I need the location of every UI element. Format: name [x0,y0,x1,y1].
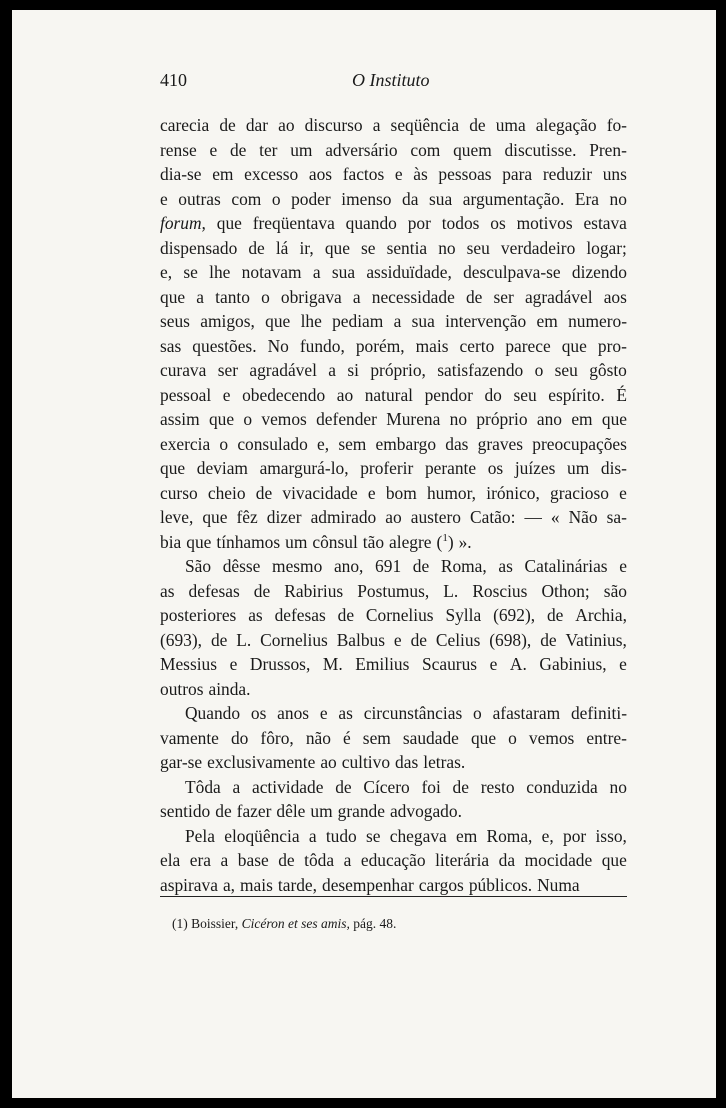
text-line: que a tanto o obrigava a necessidade de ser agradável aos [160,286,627,307]
text-line: curava ser agradável a si próprio, satisfazendo o seu gôsto [160,360,627,380]
text-line: dia-se em excesso aos factos e às pessoas para reduzir uns [160,164,627,184]
footnote [172,916,396,932]
text-line: outros ainda. [160,678,251,699]
book-page [12,10,716,1098]
running-title: O Instituto [352,70,430,90]
text-line: exercia o consulado e, sem embargo das graves preocupações [160,433,627,454]
text-line: Messius e Drussos, M. Emilius Scaurus e A. Gabinius, e [160,654,627,674]
footnote-title: Cicéron et ses amis, [241,916,350,931]
text-line: sas questões. No fundo, porém, mais certo parece que pro- [160,335,627,356]
text-line: leve, que fêz dizer admirado ao austero Catão: — « Não sa- [160,507,627,527]
text-line: aspirava a, mais tarde, desempenhar cargos públicos. Numa [160,874,580,895]
text-line: ela era a base de tôda a educação literária da mocidade que [160,850,627,870]
footnote-author: Boissier, [191,916,239,931]
text-line: dispensado de lá ir, que se sentia no seu verdadeiro logar; [160,237,627,258]
text-line: vamente do fôro, não é sem saudade que o vemos entre- [160,727,627,748]
text-line: bia que tínhamos um cônsul tão alegre ($^1$) ». [160,531,472,552]
text-line: pessoal e obedecendo ao natural pendor do seu espírito. É [160,384,627,405]
text-line: posteriores as defesas de Cornelius Sylla (692), de Archia, [160,605,627,625]
text-line: curso cheio de vivacidade e bom humor, irónico, gracioso e [160,482,627,503]
text-line: e outras com o poder imenso da sua argumentação. Era no [160,188,627,209]
text-line: São dêsse mesmo ano, 691 de Roma, as Catalinárias e [185,556,627,576]
text-line: forum, que freqüentava quando por todos os motivos estava [160,213,627,233]
text-line: Tôda a actividade de Cícero foi de resto conduzida no [185,776,627,797]
text-line: as defesas de Rabirius Postumus, L. Roscius Othon; são [160,580,627,601]
text-line: sentido de fazer dêle um grande advogado. [160,801,462,821]
page-header [160,70,640,98]
footnote-rule [160,896,627,897]
text-line: gar-se exclusivamente ao cultivo das letras. [160,752,466,772]
text-line: e, se lhe notavam a sua assiduïdade, desculpava-se dizendo [160,262,627,282]
text-line: Pela eloqüência a tudo se chegava em Roma, e, por isso, [185,825,627,846]
footnote-pages: pág. 48. [353,916,397,931]
text-line: carecia de dar ao discurso a seqüência de uma alegação fo- [160,115,627,135]
text-line: assim que o vemos defender Murena no próprio ano em que [160,409,627,429]
text-line: que deviam amargurá-lo, proferir perante os juízes um dis- [160,458,627,478]
text-line: rense e de ter um adversário com quem discutisse. Pren- [160,139,627,160]
footnote-marker: (1) [172,916,188,931]
page-number: 410 [160,70,187,90]
body-text [160,113,627,897]
text-line: (693), de L. Cornelius Balbus e de Celius (698), de Vatinius, [160,629,627,650]
text-line: seus amigos, que lhe pediam a sua intervenção em numero- [160,311,627,331]
text-line: Quando os anos e as circunstâncias o afastaram definiti- [185,703,627,723]
